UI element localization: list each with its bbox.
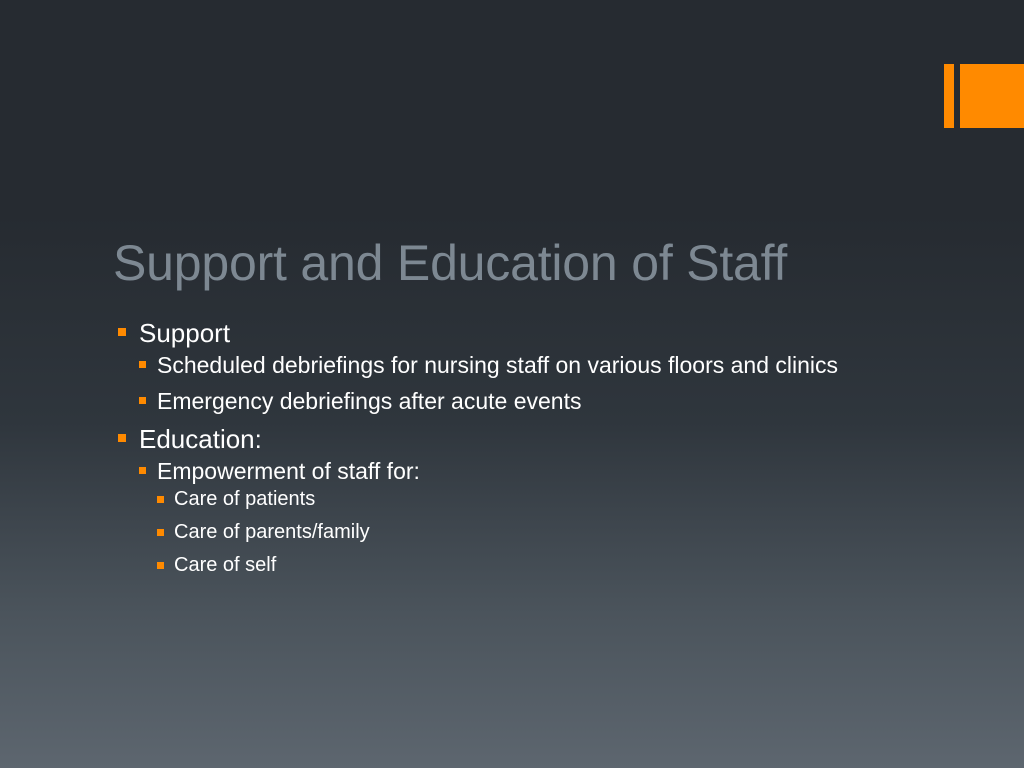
section-label: Education: bbox=[139, 424, 262, 454]
section-label: Support bbox=[139, 318, 231, 348]
accent-bar-thick bbox=[960, 64, 1024, 128]
list-item-text: Empowerment of staff for: bbox=[157, 458, 420, 484]
square-bullet-icon bbox=[157, 562, 164, 569]
list-item bbox=[157, 486, 878, 513]
list-item-text: Care of self bbox=[174, 554, 277, 576]
square-bullet-icon bbox=[118, 434, 126, 442]
bullet-list bbox=[118, 316, 878, 585]
square-bullet-icon bbox=[139, 397, 146, 404]
list-item-text: Emergency debriefings after acute events bbox=[157, 388, 582, 414]
list-item bbox=[139, 456, 878, 579]
support-list bbox=[139, 350, 878, 416]
list-item-text: Scheduled debriefings for nursing staff on various floors and clinics bbox=[157, 352, 839, 378]
square-bullet-icon bbox=[157, 496, 164, 503]
slide-title: Support and Education of Staff bbox=[113, 235, 788, 291]
list-item bbox=[139, 386, 878, 416]
square-bullet-icon bbox=[157, 529, 164, 536]
empowerment-list bbox=[157, 486, 878, 579]
list-item bbox=[157, 552, 878, 579]
education-list bbox=[139, 456, 878, 579]
square-bullet-icon bbox=[139, 467, 146, 474]
list-item-text: Care of patients bbox=[174, 488, 316, 510]
accent-bar-thin bbox=[944, 64, 954, 128]
section-support bbox=[118, 316, 878, 416]
list-item bbox=[157, 519, 878, 546]
list-item bbox=[139, 350, 878, 380]
list-item-text: Care of parents/family bbox=[174, 521, 370, 543]
square-bullet-icon bbox=[118, 328, 126, 336]
square-bullet-icon bbox=[139, 361, 146, 368]
section-education bbox=[118, 422, 878, 579]
